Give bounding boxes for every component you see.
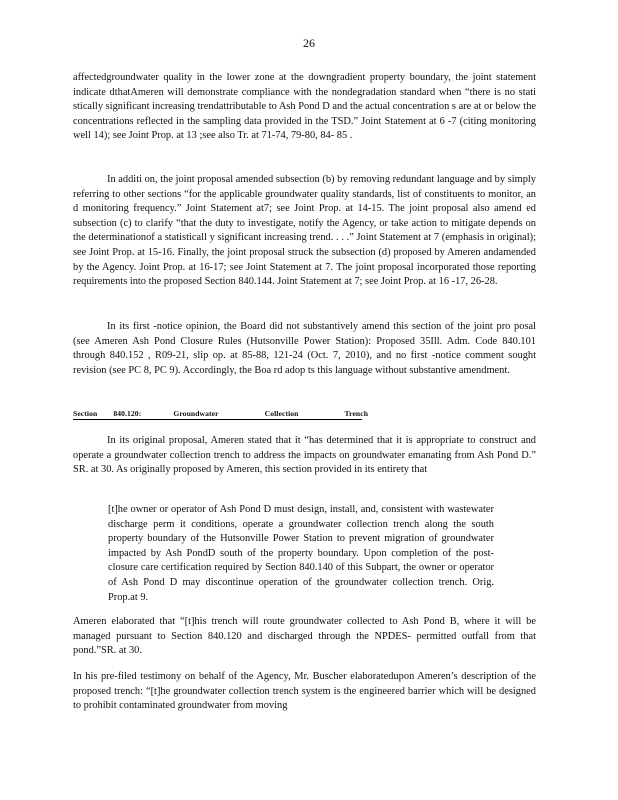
- page-number: 26: [303, 36, 315, 50]
- heading-word-1: Groundwater: [173, 409, 219, 418]
- paragraph-3: In its first -notice opinion, the Board did not substantively amend this section of the joint pro posal (see Ameren Ash Pond Closure Rules (Hutsonville Power Station): Proposed 35Ill. Adm. Code 840.101 through 840.152 , R09-21, slip op. at 85-88, 121-24 (Oct. 7, 2010), and no first -notice comment sought revision (see PC 8, PC 9). Accordingly, the Boa rd adop ts this language without substantive amendment.: [73, 321, 536, 376]
- paragraph-6: In his pre-filed testimony on behalf of the Agency, Mr. Buscher elaboratedupon Ameren’s description of the proposed trench: “[t]he groundwater collection trench system is the engineered barrier which will be designed to prohibit contaminated groundwater from moving: [73, 671, 536, 712]
- block-quote: [t]he owner or operator of Ash Pond D must design, install, and, consistent with wastewater discharge perm it conditions, operate a groundwater collection trench along the south property boundary of the Hutsonville Power Station to prevent migration of groundwater impacted by Ash PondD south of the property boundary. Upon completion of the post- closure care certification required by Section 840.140 of this Subpart, the owner or operator of Ash Pond D may discontinue operation of the groundwater collection trench. Orig. Prop.at 9.: [108, 504, 494, 603]
- heading-underline: [73, 419, 362, 420]
- section-heading: [73, 409, 368, 418]
- paragraph-5: Ameren elaborated that “[t]his trench will route groundwater collected to Ash Pond B, where it will be managed pursuant to Section 840.120 and discharged through the NPDES- permitted outfall from that pond.”SR. at 30.: [73, 616, 536, 657]
- paragraph-2: In additi on, the joint proposal amended subsection (b) by removing redundant language and by simply referring to other sections “for the applicable groundwater quality standards, list of constituents to monitor, an d monitoring frequency.” Joint Statement at7; see Joint Prop. at 14-15. The joint proposal also amend ed subsection (c) to clarify “that the duty to investigate, notify the Agency, or take action to mitigate depends on the determinationof a statisticall y significant increasing trend. . . .” Joint Statement at 7 (emphasis in original); see Joint Prop. at 15-16. Finally, the joint proposal struck the subsection (d) proposed by Ameren andamended by the Agency. Joint Prop. at 16-17; see Joint Statement at 7. The joint proposal incorporated those reporting requirements into the proposed Section 840.144. Joint Statement at 7; see Joint Prop. at 16 -17, 26-28.: [73, 174, 536, 288]
- section-number: 840.120:: [113, 409, 142, 418]
- paragraph-4: In its original proposal, Ameren stated that it “has determined that it is appropriate to construct and operate a groundwater collection trench to address the impacts on groundwater emanating from Ash Pond D.” SR. at 30. As originally proposed by Ameren, this section provided in its entirety that: [73, 435, 536, 476]
- paragraph-1: affectedgroundwater quality in the lower zone at the downgradient property boundary, the joint statement indicate dthatAmeren will demonstrate compliance with the nondegradation standard when “there is no stati stically significant increasing trendattributable to Ash Pond D and the actual concentration s are at or below the concentrations reflected in the sampling data provided in the TSD.” Joint Statement at 6 -7 (citing monitoring well 14); see Joint Prop. at 13 ;see also Tr. at 71-74, 79-80, 84- 85 .: [73, 72, 536, 142]
- heading-word-3: Trench: [344, 409, 369, 418]
- section-label: Section: [73, 409, 98, 418]
- heading-word-2: Collection: [264, 409, 299, 418]
